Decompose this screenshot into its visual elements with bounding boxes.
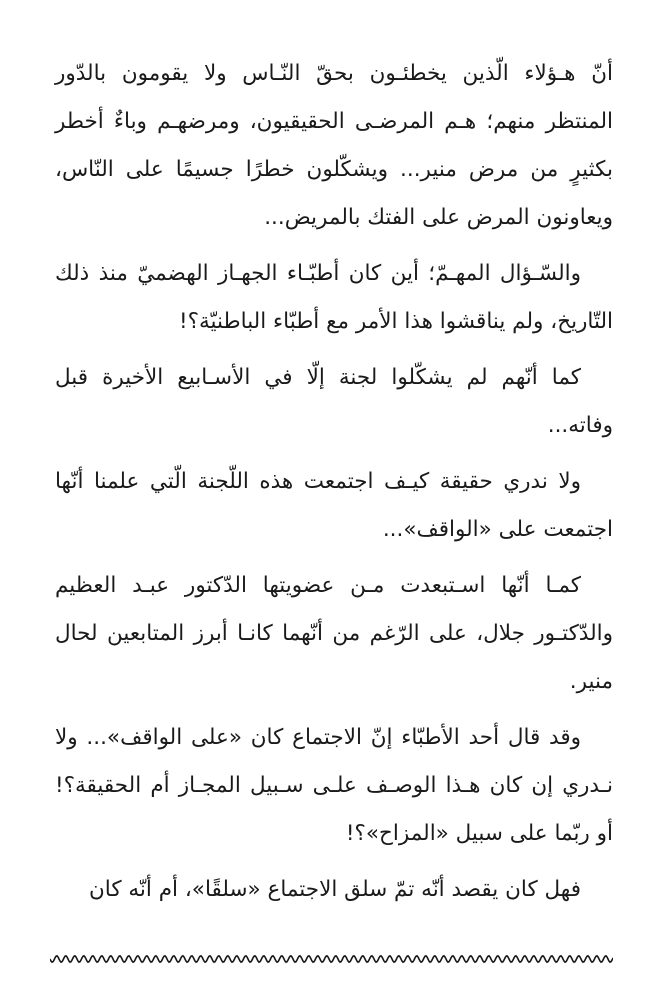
wavy-divider bbox=[50, 952, 613, 966]
document-body bbox=[55, 50, 613, 922]
paragraph: أنّ هـؤلاء الّذين يخطئـون بحقّ النّـاس ولا يقومون بالدّور المنتظر منهم؛ هـم المرضـى الحقيقيون، ومرضهـم وباءٌ أخطر بكثيرٍ من مرض منير... ويشكّلون خطرًا جسيمًا على النّاس، ويعاونون المرض على الفتك بالمريض... bbox=[55, 61, 613, 230]
paragraph: كمـا أنّها اسـتبعدت مـن عضويتها الدّكتور عبـد العظيم والدّكتـور جلال، على الرّغم من أنّهما كانـا أبرز المتابعين لحال منير. bbox=[55, 573, 613, 694]
paragraph: ولا ندري حقيقة كيـف اجتمعت هذه اللّجنة الّتي علمنا أنّها اجتمعت على «الواقف»... bbox=[55, 469, 613, 542]
paragraph: والسّـؤال المهـمّ؛ أين كان أطبّـاء الجهـاز الهضميّ منذ ذلك التّاريخ، ولم يناقشوا هذا الأمر مع أطبّاء الباطنيّة؟! bbox=[55, 261, 613, 334]
paragraph: فهل كان يقصد أنّه تمّ سلق الاجتماع «سلقًا»، أم أنّه كان bbox=[89, 877, 581, 902]
paragraph: كما أنّهم لم يشكّلوا لجنة إلّا في الأسـابيع الأخيرة قبل وفاته... bbox=[55, 365, 613, 438]
paragraph: وقد قال أحد الأطبّاء إنّ الاجتماع كان «على الواقف»... ولا نـدري إن كان هـذا الوصـف علـى سـبيل المجـاز أم الحقيقة؟! أو ربّما على سبيل «المزاح»؟! bbox=[55, 725, 613, 846]
